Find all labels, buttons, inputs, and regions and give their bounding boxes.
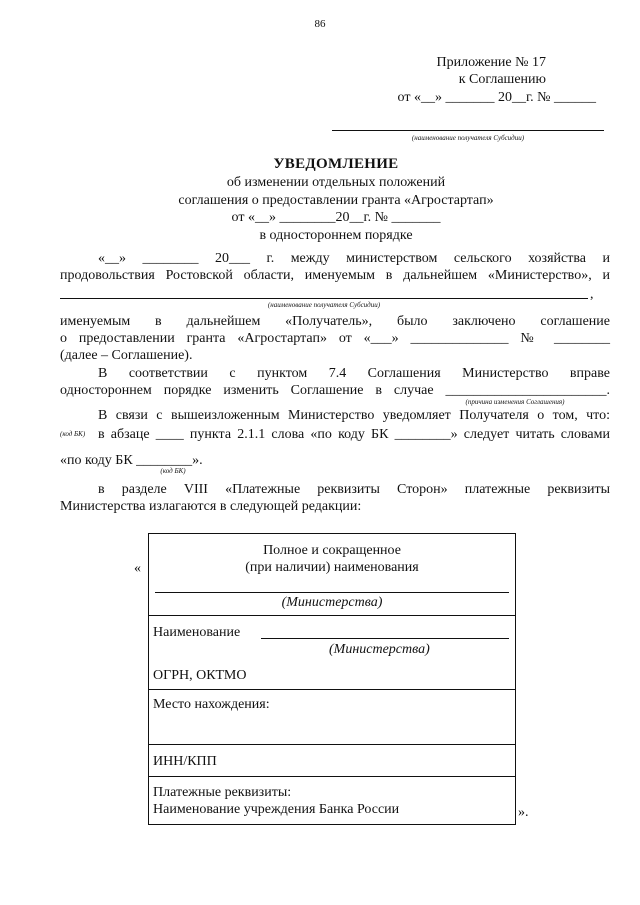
heading-line-1: об изменении отдельных положений bbox=[226, 175, 446, 190]
heading-line-2: соглашения о предоставлении гранта «Агростартап» bbox=[178, 193, 494, 208]
p5-line-1: в разделе VIII «Платежные реквизиты Сторон» платежные реквизиты bbox=[98, 482, 610, 497]
bank-name-label: Наименование учреждения Банка России bbox=[153, 802, 400, 817]
full-name-caption: (Министерства) bbox=[281, 595, 383, 610]
table-row-location bbox=[149, 690, 515, 745]
inn-kpp-label: ИНН/КПП bbox=[153, 754, 217, 769]
table-row-payment bbox=[149, 777, 515, 823]
ogrn-oktmo-label: ОГРН, ОКТМО bbox=[153, 668, 247, 683]
appendix-number: Приложение № 17 bbox=[436, 55, 546, 70]
p1-line-4: о предоставлении гранта «Агростартап» от «___» ______________ № ________ bbox=[60, 331, 610, 346]
full-name-line bbox=[155, 592, 509, 593]
p1-line-1: «__» ________ 20___ г. между министерством сельского хозяйства и bbox=[98, 251, 610, 266]
p1-line-3: именуемым в дальнейшем «Получатель», было заключено соглашение bbox=[60, 314, 610, 329]
p5-line-2: Министерства излагаются в следующей редакции: bbox=[60, 499, 362, 514]
p2-line-1: В соответствии с пунктом 7.4 Соглашения Министерство вправе bbox=[98, 366, 610, 381]
appendix-date: от «__» _______ 20__г. № ______ bbox=[397, 90, 596, 105]
requisites-table bbox=[148, 533, 516, 825]
p3-line-1: В связи с вышеизложенным Министерство уведомляет Получателя о том, что: bbox=[98, 408, 610, 423]
payment-label: Платежные реквизиты: bbox=[153, 785, 292, 800]
full-name-label-2: (при наличии) наименования bbox=[245, 560, 419, 575]
p1-comma: , bbox=[590, 287, 594, 302]
p4-caption-2: (код БК) bbox=[160, 467, 186, 475]
name-caption: (Министерства) bbox=[329, 642, 430, 657]
heading-line-3: от «__» ________20__г. № _______ bbox=[231, 210, 441, 225]
p1-line-2: продовольствия Ростовской области, именуемым в дальнейшем «Министерство», и bbox=[60, 268, 610, 283]
p1-recipient-line bbox=[60, 298, 588, 299]
p4-line-1: в абзаце ____ пункта 2.1.1 слова «по коду БК ________» следует читать словами bbox=[98, 427, 610, 442]
recipient-line bbox=[332, 130, 604, 131]
name-label: Наименование bbox=[153, 625, 241, 640]
table-row-inn bbox=[149, 745, 515, 777]
heading-line-4: в одностороннем порядке bbox=[259, 228, 413, 243]
page-number: 86 bbox=[314, 18, 326, 30]
table-row-full-name bbox=[149, 534, 515, 616]
p1-recipient-caption: (наименование получателя Субсидии) bbox=[267, 301, 381, 309]
p2-line-2: одностороннем порядке изменить Соглашение в случае _______________________. bbox=[60, 383, 610, 398]
appendix-agreement: к Соглашению bbox=[458, 72, 546, 87]
table-close-mark: ». bbox=[518, 805, 529, 820]
p1-line-5: (далее – Соглашение). bbox=[60, 348, 193, 363]
p4-line-2: «по коду БК ________». bbox=[60, 453, 203, 468]
recipient-caption: (наименование получателя Субсидии) bbox=[411, 134, 525, 142]
full-name-label-1: Полное и сокращенное bbox=[263, 543, 401, 558]
p2-caption: (причина изменения Соглашения) bbox=[465, 398, 565, 406]
location-label: Место нахождения: bbox=[153, 697, 270, 712]
table-open-quote: « bbox=[134, 561, 141, 576]
notice-title: УВЕДОМЛЕНИЕ bbox=[273, 156, 399, 172]
name-line bbox=[261, 638, 509, 639]
p4-caption-1: (код БК) bbox=[60, 430, 86, 438]
table-row-name bbox=[149, 616, 515, 690]
